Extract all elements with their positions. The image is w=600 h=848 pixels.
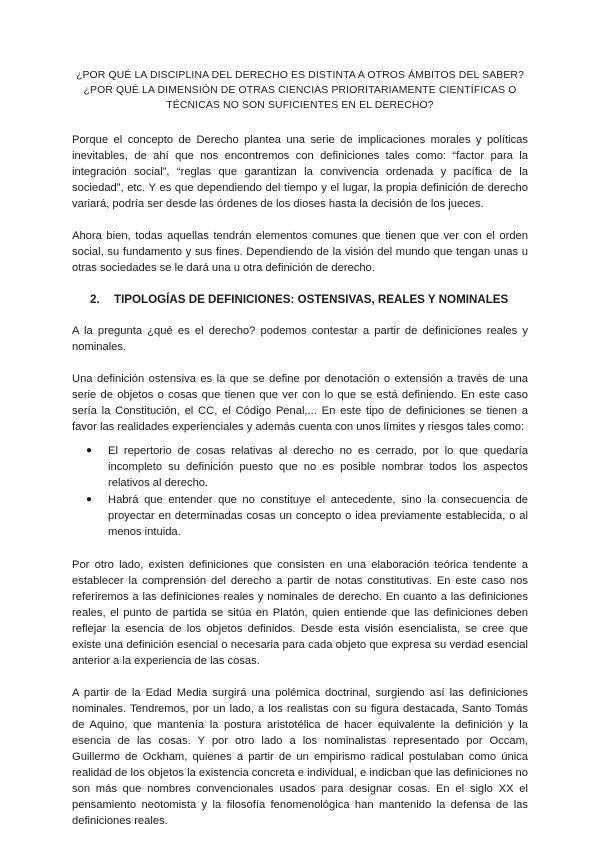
intro-paragraph-2: Ahora bien, todas aquellas tendrán elementos comunes que tienen que ver con el orden social, su fundamento y sus fines. Dependiendo de la visión del mundo que tengan unas u otras sociedades se le dará una u otra definición de derecho. [72, 230, 528, 274]
section-title: TIPOLOGÍAS DE DEFINICIONES: OSTENSIVAS, REALES Y NOMINALES [114, 293, 509, 306]
heading-line-1: ¿POR QUÉ LA DISCIPLINA DEL DERECHO ES DISTINTA A OTROS ÁMBITOS DEL SABER? [75, 70, 525, 81]
body-paragraph-2: A partir de la Edad Media surgirá una polémica doctrinal, surgiendo así las definiciones nominales. Tendremos, por un lado, a los realistas con su figura destacada, Santo Tomás de Aquino, que mantenía la postura aristotélica de hacer equivalente la definición y la esencia de las cosas. Y por otro lado a los nominalistas representado por Occam, Guillermo de Ockham, quienes a partir de un empirismo radical postulaban como única realidad de los objetos la existencia concreta e individual, e indicban que las definiciones no son más que nombres convencionales usados para designar cosas. En el siglo XX el pensamiento neotomista y la filosofía fenomenológica han mantenido la defensa de las definiciones reales. [72, 687, 528, 827]
list-item [72, 443, 528, 491]
body-paragraph-1: Por otro lado, existen definiciones que consisten en una elaboración teórica tendente a establecer la comprensión del derecho a partir de notas constitutivas. En este caso nos referiremos a las definiciones reales y nominales de derecho. En cuanto a las definiciones reales, el punto de partida se sitúa en Platón, quien entiende que las definiciones deben reflejar la esencia de los objetos definidos. Desde esta visión esencialista, se cree que existe una definición esencial o necesaria para cada objeto que expresa su verdad esencial anterior a la experiencia de las cosas. [72, 559, 528, 667]
document-content [72, 68, 528, 845]
list-item [72, 492, 528, 540]
intro-paragraph-1: Porque el concepto de Derecho plantea una serie de implicaciones morales y políticas inevitables, de ahí que nos encontremos con definiciones tales como: “factor para la integración social”, “reglas que garantizan la convivencia ordenada y pacífica de la sociedad”, etc. Y es que dependiendo del tiempo y el lugar, la propia definición de derecho variará, podría ser desde las órdenes de los dioses hasta la decisión de los jueces. [72, 134, 528, 210]
bullet-icon: ● [86, 445, 93, 456]
section-paragraph-2: Una definición ostensiva es la que se define por denotación o extensión a través de una serie de objetos o cosas que tienen que ver con lo que se está definiendo. En este caso sería la Constitución, el CC, el Código Penal,... En este tipo de definiciones se tienen a favor las realidades experienciales y además cuenta con unos límites y riesgos tales como: [72, 373, 528, 433]
list-item-text: El repertorio de cosas relativas al derecho no es cerrado, por lo que quedaría incompleto su definición puesto que no es posible nombrar todos los aspectos relativos al derecho. [108, 445, 528, 489]
document-heading [72, 68, 528, 113]
limits-list [72, 443, 528, 540]
section-paragraph-1: A la pregunta ¿qué es el derecho? podemos contestar a partir de definiciones reales y nominales. [72, 325, 528, 353]
section-number: 2. [90, 293, 100, 306]
heading-line-3: TÉCNICAS NO SON SUFICIENTES EN EL DERECHO? [166, 100, 434, 111]
bullet-icon: ● [86, 494, 93, 505]
heading-line-2: ¿POR QUÉ LA DIMENSIÓN DE OTRAS CIENCIAS PRIORITARIAMENTE CIENTÍFICAS O [83, 85, 517, 96]
list-item-text: Habrá que entender que no constituye el antecedente, sino la consecuencia de proyectar en determinadas cosas un concepto o idea previamente establecida, o al menos intuida. [108, 494, 528, 538]
section-heading [72, 292, 528, 308]
